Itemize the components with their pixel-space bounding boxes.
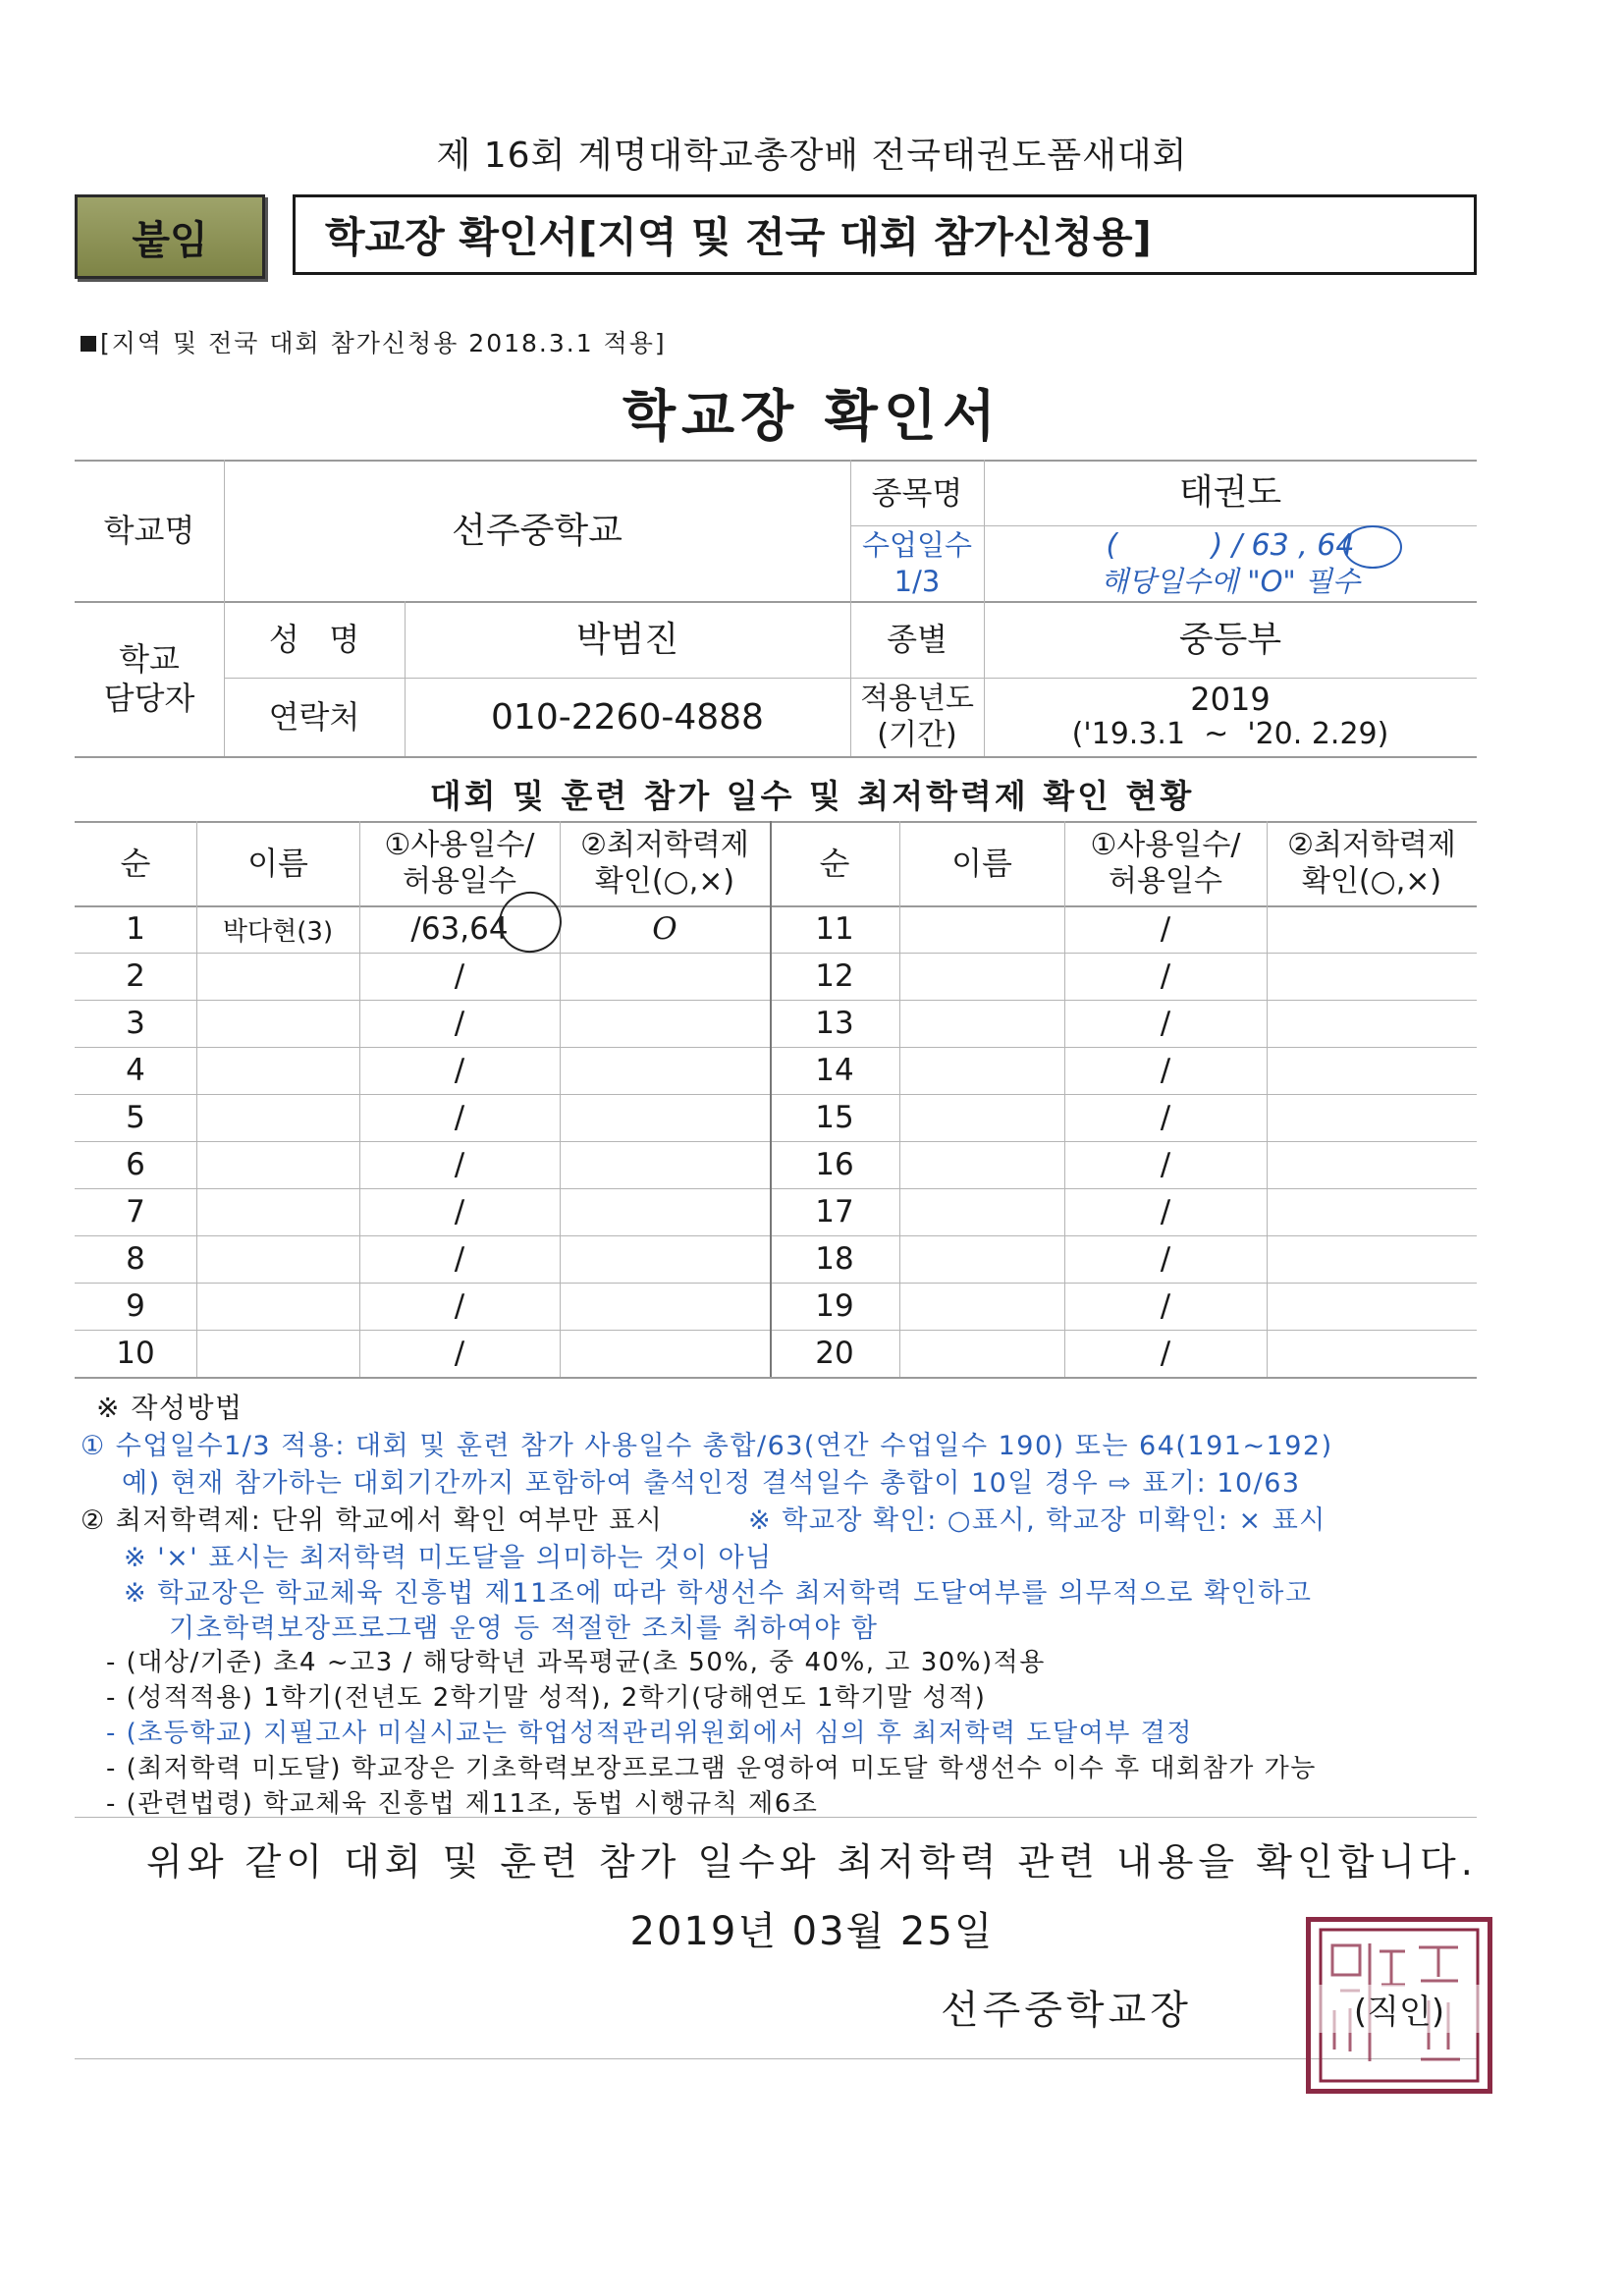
applicability-note: [지역 및 전국 대회 참가신청용 2018.3.1 적용]	[81, 324, 667, 359]
table-cell-check	[1267, 1047, 1477, 1094]
class-days-note: 해당일수에 "O" 필수	[1100, 564, 1361, 598]
table-cell-check	[560, 1094, 770, 1141]
table-cell-check	[560, 1283, 770, 1330]
apply-year-value: 2019	[1190, 681, 1271, 718]
table-cell-days: /	[1160, 1336, 1171, 1371]
instruction-line: ② 최저학력제: 단위 학교에서 확인 여부만 표시	[81, 1505, 664, 1536]
table-cell-check	[1267, 1235, 1477, 1283]
class-days-value: ( ) / 63 , 64	[1106, 528, 1355, 564]
division-value: 중등부	[1178, 619, 1282, 660]
col-days-right: ①사용일수/ 허용일수	[1090, 827, 1241, 899]
table-cell-no: 2	[126, 958, 145, 994]
table-cell-no: 19	[815, 1288, 854, 1324]
table-cell-name	[899, 1330, 1064, 1377]
table-cell-name	[899, 905, 1064, 953]
table-cell-no: 1	[126, 911, 145, 947]
staff-label: 학교 담당자	[103, 640, 195, 717]
table-cell-days: /	[1160, 1053, 1171, 1088]
table-cell-name	[196, 1330, 359, 1377]
table-cell-name	[196, 1094, 359, 1141]
school-name-label: 학교명	[103, 512, 195, 549]
table-cell-name	[196, 1188, 359, 1235]
table-cell-days: /	[454, 1147, 465, 1182]
table-cell-check	[1267, 1141, 1477, 1188]
table-cell-days: /	[1160, 1147, 1171, 1182]
table-cell-name	[899, 953, 1064, 1000]
document-title: 학교장 확인서	[622, 385, 1002, 449]
table-cell-check	[560, 953, 770, 1000]
table-cell-days: /	[454, 958, 465, 994]
col-days-left: ①사용일수/ 허용일수	[384, 827, 535, 899]
school-name-value: 선주중학교	[452, 510, 623, 551]
table-cell-days: /	[1160, 1288, 1171, 1324]
table-cell-no: 18	[815, 1241, 854, 1277]
contact-label: 연락처	[268, 698, 360, 736]
table-cell-days: /	[1160, 1006, 1171, 1041]
table-cell-name	[899, 1188, 1064, 1235]
instruction-line: - (대상/기준) 초4 ~고3 / 해당학년 과목평균(초 50%, 중 40%, 고 30%)적용	[106, 1648, 1046, 1677]
col-name-right: 이름	[951, 845, 1012, 882]
table-cell-no: 10	[116, 1336, 155, 1371]
instruction-line: - (관련법령) 학교체육 진흥법 제11조, 동법 시행규칙 제6조	[106, 1789, 819, 1819]
name-value: 박범진	[575, 619, 679, 660]
table-cell-check: O	[652, 911, 677, 947]
apply-year-label: 적용년도 (기간)	[860, 681, 974, 752]
table-cell-no: 17	[815, 1194, 854, 1230]
confirm-statement: 위와 같이 대회 및 훈련 참가 일수와 최저학력 관련 내용을 확인합니다.	[146, 1840, 1478, 1884]
col-check-right: ②최저학력제 확인(○,×)	[1287, 827, 1456, 899]
event-label: 종목명	[871, 473, 963, 512]
table-cell-no: 20	[815, 1336, 854, 1371]
table-cell-name	[899, 1141, 1064, 1188]
table-cell-days: /	[454, 1006, 465, 1041]
table-cell-name	[899, 1047, 1064, 1094]
table-cell-no: 15	[815, 1100, 854, 1135]
instructions-heading: ※ 작성방법	[96, 1392, 244, 1424]
table-cell-check	[560, 1047, 770, 1094]
table-cell-check	[1267, 1188, 1477, 1235]
table-cell-check	[1267, 1094, 1477, 1141]
instruction-line: ※ 학교장 확인: ○표시, 학교장 미확인: × 표시	[748, 1505, 1326, 1536]
table-cell-days: /	[454, 1336, 465, 1371]
apply-period-value: ('19.3.1 ~ '20. 2.29)	[1071, 717, 1389, 752]
square-bullet-icon	[81, 336, 96, 352]
table-cell-check	[560, 1000, 770, 1047]
table-cell-days: /	[1160, 911, 1171, 947]
table-cell-no: 8	[126, 1241, 145, 1277]
table-cell-days: /	[454, 1241, 465, 1277]
apply-year-cell	[984, 678, 1477, 756]
table-cell-check	[560, 1141, 770, 1188]
table-cell-name	[196, 1000, 359, 1047]
event-value: 태권도	[1178, 472, 1282, 513]
table-cell-no: 14	[815, 1053, 854, 1088]
division-label: 종별	[887, 621, 947, 658]
instruction-line: 기초학력보장프로그램 운영 등 적절한 조치를 취하여야 함	[169, 1613, 879, 1644]
document-header: 학교장 확인서[지역 및 전국 대회 참가신청용]	[293, 194, 1477, 275]
table-cell-name	[196, 1235, 359, 1283]
table-cell-days: /	[1160, 958, 1171, 994]
table-cell-name	[899, 1235, 1064, 1283]
participation-section-title: 대회 및 훈련 참가 일수 및 최저학력제 확인 현황	[429, 777, 1195, 815]
table-cell-check	[1267, 1330, 1477, 1377]
table-cell-no: 11	[815, 911, 854, 947]
instruction-line: 예) 현재 참가하는 대회기간까지 포함하여 출석인정 결석일수 총합이 10일 경우 ⇨ 표기: 10/63	[122, 1468, 1301, 1499]
contact-value: 010-2260-4888	[491, 696, 764, 738]
table-cell-days: /	[454, 1053, 465, 1088]
table-cell-name	[196, 953, 359, 1000]
confirm-date: 2019년 03월 25일	[629, 1909, 995, 1954]
table-cell-name	[196, 1047, 359, 1094]
table-cell-check	[560, 1235, 770, 1283]
table-cell-no: 16	[815, 1147, 854, 1182]
table-cell-name: 박다현(3)	[222, 916, 334, 947]
instruction-line: ※ '×' 표시는 최저학력 미도달을 의미하는 것이 아님	[124, 1543, 773, 1573]
instruction-line: ① 수업일수1/3 적용: 대회 및 훈련 참가 사용일수 총합/63(연간 수업일수 190) 또는 64(191~192)	[81, 1431, 1333, 1461]
class-days-label: 수업일수 1/3	[861, 528, 973, 598]
principal-signature: 선주중학교장	[941, 1988, 1192, 2033]
table-cell-days: /	[1160, 1241, 1171, 1277]
table-cell-name	[196, 1283, 359, 1330]
instruction-line: ※ 학교장은 학교체육 진흥법 제11조에 따라 학생선수 최저학력 도달여부를 의무적으로 확인하고	[124, 1578, 1313, 1609]
table-cell-days: /	[454, 1194, 465, 1230]
table-cell-name	[899, 1094, 1064, 1141]
event-title: 제 16회 계명대학교총장배 전국태권도품새대회	[436, 136, 1188, 176]
attachment-badge: 붙임	[75, 194, 265, 279]
table-cell-no: 6	[126, 1147, 145, 1182]
table-cell-no: 12	[815, 958, 854, 994]
table-cell-no: 13	[815, 1006, 854, 1041]
table-cell-check	[1267, 1000, 1477, 1047]
table-cell-check	[560, 1188, 770, 1235]
table-cell-check	[560, 1330, 770, 1377]
table-cell-check	[1267, 953, 1477, 1000]
table-cell-no: 9	[126, 1288, 145, 1324]
table-cell-days: /	[454, 1288, 465, 1324]
table-cell-name	[196, 1141, 359, 1188]
table-cell-days: /63,64	[410, 911, 509, 947]
col-name-left: 이름	[247, 845, 308, 882]
col-no-left: 순	[120, 845, 151, 882]
instruction-line: - (초등학교) 지필고사 미실시교는 학업성적관리위원회에서 심의 후 최저학력 도달여부 결정	[106, 1719, 1193, 1748]
instruction-line: - (성적적용) 1학기(전년도 2학기말 성적), 2학기(당해연도 1학기말 성적)	[106, 1683, 987, 1713]
table-cell-check	[1267, 905, 1477, 953]
table-cell-days: /	[1160, 1194, 1171, 1230]
table-cell-days: /	[1160, 1100, 1171, 1135]
table-cell-name	[899, 1000, 1064, 1047]
name-label: 성 명	[268, 621, 360, 658]
col-no-right: 순	[819, 845, 850, 882]
table-cell-days: /	[454, 1100, 465, 1135]
instruction-line: - (최저학력 미도달) 학교장은 기초학력보장프로그램 운영하여 미도달 학생선수 이수 후 대회참가 가능	[106, 1754, 1317, 1783]
table-cell-check	[1267, 1283, 1477, 1330]
table-cell-no: 5	[126, 1100, 145, 1135]
table-cell-no: 3	[126, 1006, 145, 1041]
table-cell-no: 4	[126, 1053, 145, 1088]
seal-text: (직인)	[1311, 1985, 1488, 2033]
table-cell-no: 7	[126, 1194, 145, 1230]
table-cell-name	[899, 1283, 1064, 1330]
col-check-left: ②최저학력제 확인(○,×)	[580, 827, 749, 899]
class-days-cell	[984, 525, 1477, 601]
official-seal-icon	[1306, 1917, 1492, 2094]
circle-mark-icon	[1343, 525, 1402, 569]
